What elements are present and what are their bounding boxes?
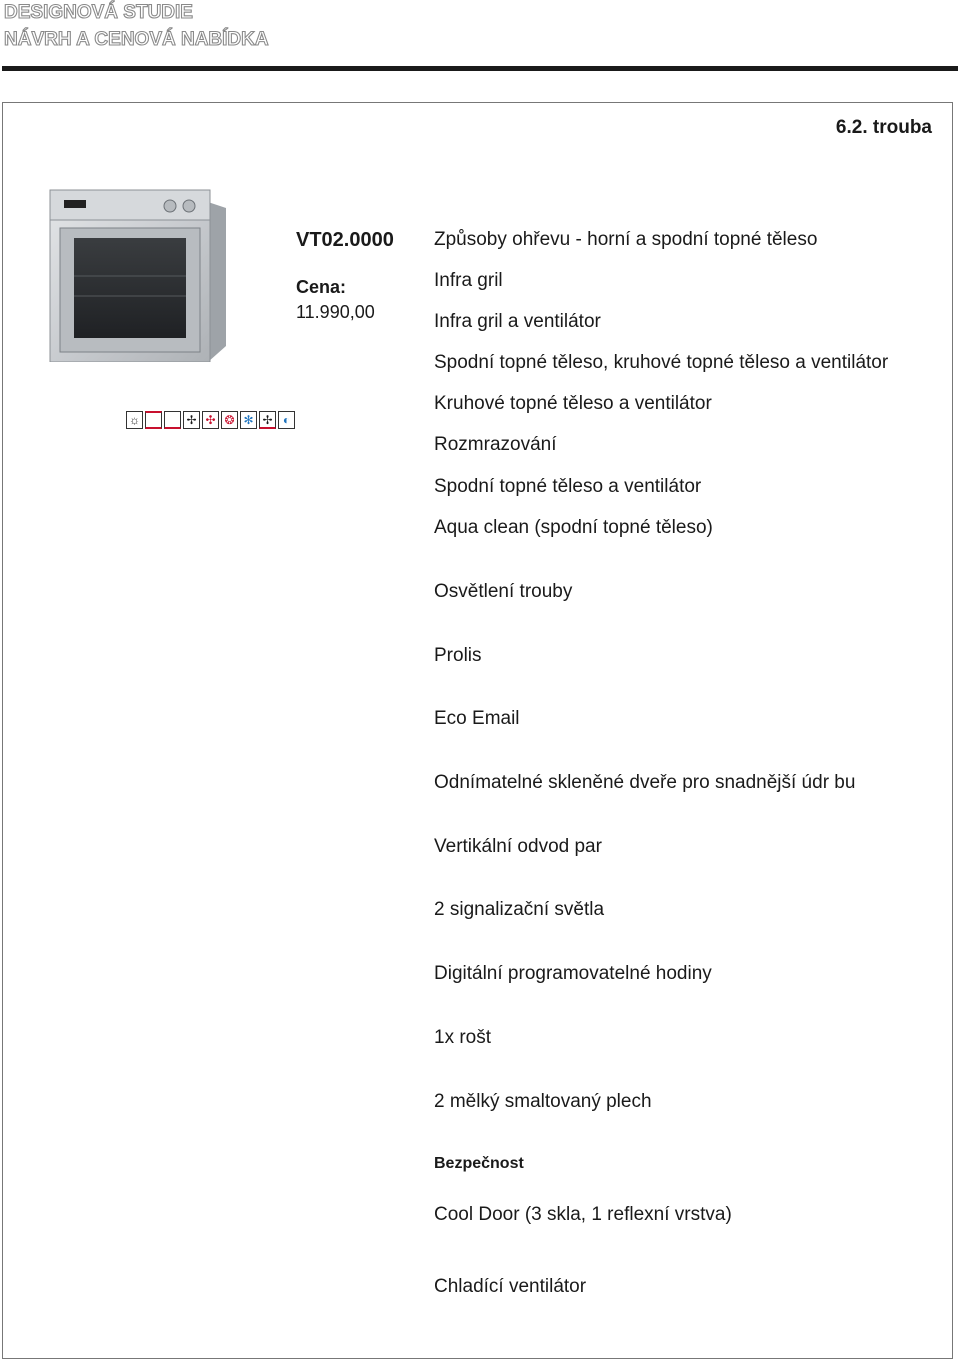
feature-item: Kruhové topné těleso a ventilátor [434,393,712,414]
defrost-icon: ✻ [240,411,257,429]
feature-item: Odnímatelné skleněné dveře pro snadnější údr bu [434,772,856,793]
price-label: Cena: [296,277,347,297]
section-title: 6.2. trouba [835,117,932,138]
product-code: VT02.0000 [296,229,394,251]
feature-item: Chladící ventilátor [434,1276,587,1297]
feature-item: Spodní topné těleso, kruhové topné těleso a ventilátor [434,352,889,373]
safety-heading: Bezpečnost [434,1155,524,1172]
bottom-heat-icon [164,411,181,429]
feature-heating-modes: Způsoby ohřevu - horní a spodní topné těleso [434,229,818,250]
feature-item: 2 signalizační světla [434,899,605,920]
feature-item: Eco Email [434,708,520,729]
header-divider [2,66,958,71]
feature-item: Digitální programovatelné hodiny [434,963,712,984]
feature-item: Spodní topné těleso a ventilátor [434,476,702,497]
price-value: 11.990,00 [296,302,375,322]
light-icon: ☼ [126,411,143,429]
document-title: NÁVRH A CENOVÁ NABÍDKA [4,29,269,50]
oven-image [48,186,230,362]
feature-item: 2 mělký smaltovaný plech [434,1091,652,1112]
heating-modes-icons [126,411,298,431]
circular-fan-icon: ❂ [221,411,238,429]
aqua-clean-icon: ◐ [278,411,295,429]
top-bottom-heat-icon [145,411,162,429]
feature-item: Infra gril [434,270,503,291]
feature-item: Aqua clean (spodní topné těleso) [434,517,713,538]
feature-item: Cool Door (3 skla, 1 reflexní vrstva) [434,1204,732,1225]
feature-item: Osvětlení trouby [434,581,573,602]
feature-item: Vertikální odvod par [434,836,602,857]
feature-item: 1x rošt [434,1027,492,1048]
grill-fan-icon: ✣ [202,411,219,429]
feature-item: Prolis [434,645,482,666]
fan-icon: ✢ [183,411,200,429]
feature-item: Rozmrazování [434,434,557,455]
studio-name: DESIGNOVÁ STUDIE [4,2,193,23]
bottom-fan-icon: ✢ [259,411,276,429]
feature-item: Infra gril a ventilátor [434,311,601,332]
